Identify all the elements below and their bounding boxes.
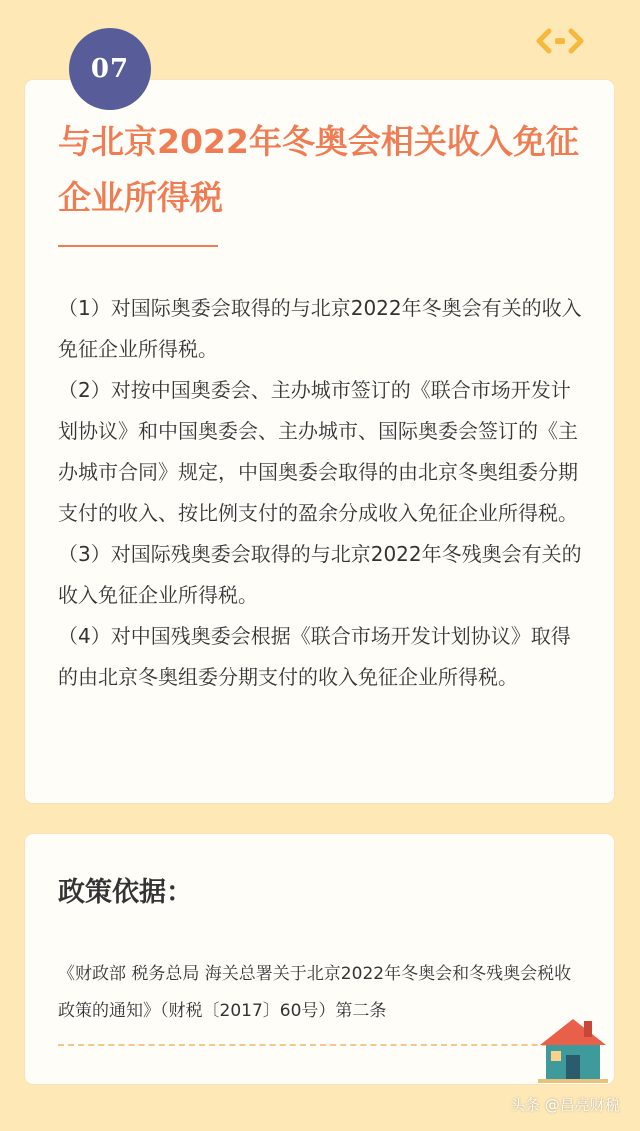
paragraph-2: （2）对按中国奥委会、主办城市签订的《联合市场开发计划协议》和中国奥委会、主办城市、国际奥委会签订的《主办城市合同》规定，中国奥委会取得的由北京冬奥组委分期支付的收入、按比例支付的盈余分成收入免征企业所得税。: [58, 378, 578, 525]
policy-title: 政策依据：: [58, 877, 193, 908]
body-text: [58, 288, 583, 698]
paragraph-4: （4）对中国残奥委会根据《联合市场开发计划协议》取得的由北京冬奥组委分期支付的收入免征企业所得税。: [58, 624, 571, 689]
section-number-badge: 07: [69, 28, 151, 110]
house-icon: [538, 1015, 608, 1085]
chevron-left-right-icon[interactable]: [535, 26, 585, 56]
dashed-divider: [58, 1044, 578, 1046]
watermark: 头条 @昌亮财税: [510, 1096, 620, 1114]
policy-text: 《财政部 税务总局 海关总署关于北京2022年冬奥会和冬残奥会税收政策的通知》（财税〔2017〕60号）第二条: [58, 964, 572, 1021]
title-underline: [58, 245, 218, 247]
page-title: 与北京2022年冬奥会相关收入免征企业所得税: [58, 122, 579, 217]
policy-basis-card: [25, 834, 614, 1084]
main-content-card: [25, 80, 614, 803]
paragraph-1: （1）对国际奥委会取得的与北京2022年冬奥会有关的收入免征企业所得税。: [58, 296, 582, 361]
paragraph-3: （3）对国际残奥委会取得的与北京2022年冬残奥会有关的收入免征企业所得税。: [58, 542, 582, 607]
